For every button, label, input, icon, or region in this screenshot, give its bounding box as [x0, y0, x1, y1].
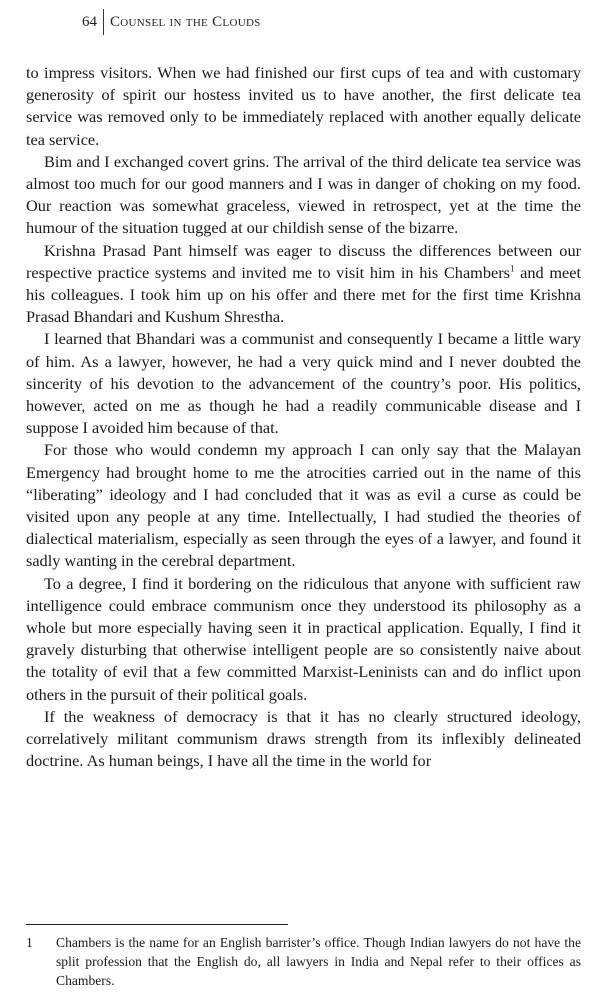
footnote-marker: 1 [26, 935, 33, 950]
paragraph: Bim and I exchanged covert grins. The arrival of the third delicate tea service was almost too much for our good manners and I was in danger of choking on my food. Our reaction was somewhat graceless, viewed in retrospect, yet at the time the humour of the situation tugged at our childish sense of the bizarre. [26, 151, 581, 238]
paragraph: I learned that Bhandari was a communist and consequently I became a little wary of him. As a lawyer, however, he had a very quick mind and I never doubted the sincerity of his devotion to the advancement of the country’s poor. His politics, however, acted on me as though he had a readily communicable disease and I suppose I avoided him because of that. [26, 329, 581, 438]
page-number: 64 [82, 9, 104, 35]
footnote [26, 933, 581, 990]
paragraph: to impress visitors. When we had finished our first cups of tea and with customary generosity of spirit our hostess invited us to have another, the first delicate tea service was removed only to be immediately replaced with another equally delicate tea service. [26, 63, 581, 149]
paragraph-text: Krishna Prasad Pant himself was eager to discuss the differences between our respective practice systems and invited me to visit him in his Chambers [26, 240, 581, 282]
paragraph: If the weakness of democracy is that it has no clearly structured ideology, correlatively militant communism draws strength from its inflexibly delineated doctrine. As human beings, I have all the time in the world for [26, 706, 581, 771]
running-head [82, 8, 261, 36]
paragraph [26, 240, 581, 329]
paragraph: To a degree, I find it bordering on the ridiculous that anyone with sufficient raw intelligence could embrace communism once they understood its philosophy as a whole but more especially having seen it in practical application. Equally, I find it gravely disturbing that otherwise intelligent people are so consistently naive about the totality of evil that a few committed Marxist-Leninists can and do inflict upon others in the pursuit of their political goals. [26, 573, 581, 704]
footnote-text: Chambers is the name for an English barrister’s office. Though Indian lawyers do not have the split profession that the English do, all lawyers in India and Nepal refer to their offices as Chambers. [56, 935, 581, 988]
footnote-divider [26, 924, 288, 925]
paragraph: For those who would condemn my approach I can only say that the Malayan Emergency had brought home to me the atrocities carried out in the name of this “liberating” ideology and I had concluded that it was as evil a curse as could be visited upon any people at any time. Intellectually, I had studied the theories of dialectical materialism, especially as seen through the eyes of a lawyer, and found it sadly wanting in the cerebral department. [26, 440, 581, 571]
running-title: Counsel in the Clouds [110, 14, 261, 30]
paragraph-text: and meet his colleagues. I took him up on his offer and there met for the first time Krishna Prasad Bhandari and Kushum Shrestha. [26, 262, 581, 327]
footnote-reference[interactable]: 1 [509, 263, 515, 274]
body-text [26, 62, 581, 773]
